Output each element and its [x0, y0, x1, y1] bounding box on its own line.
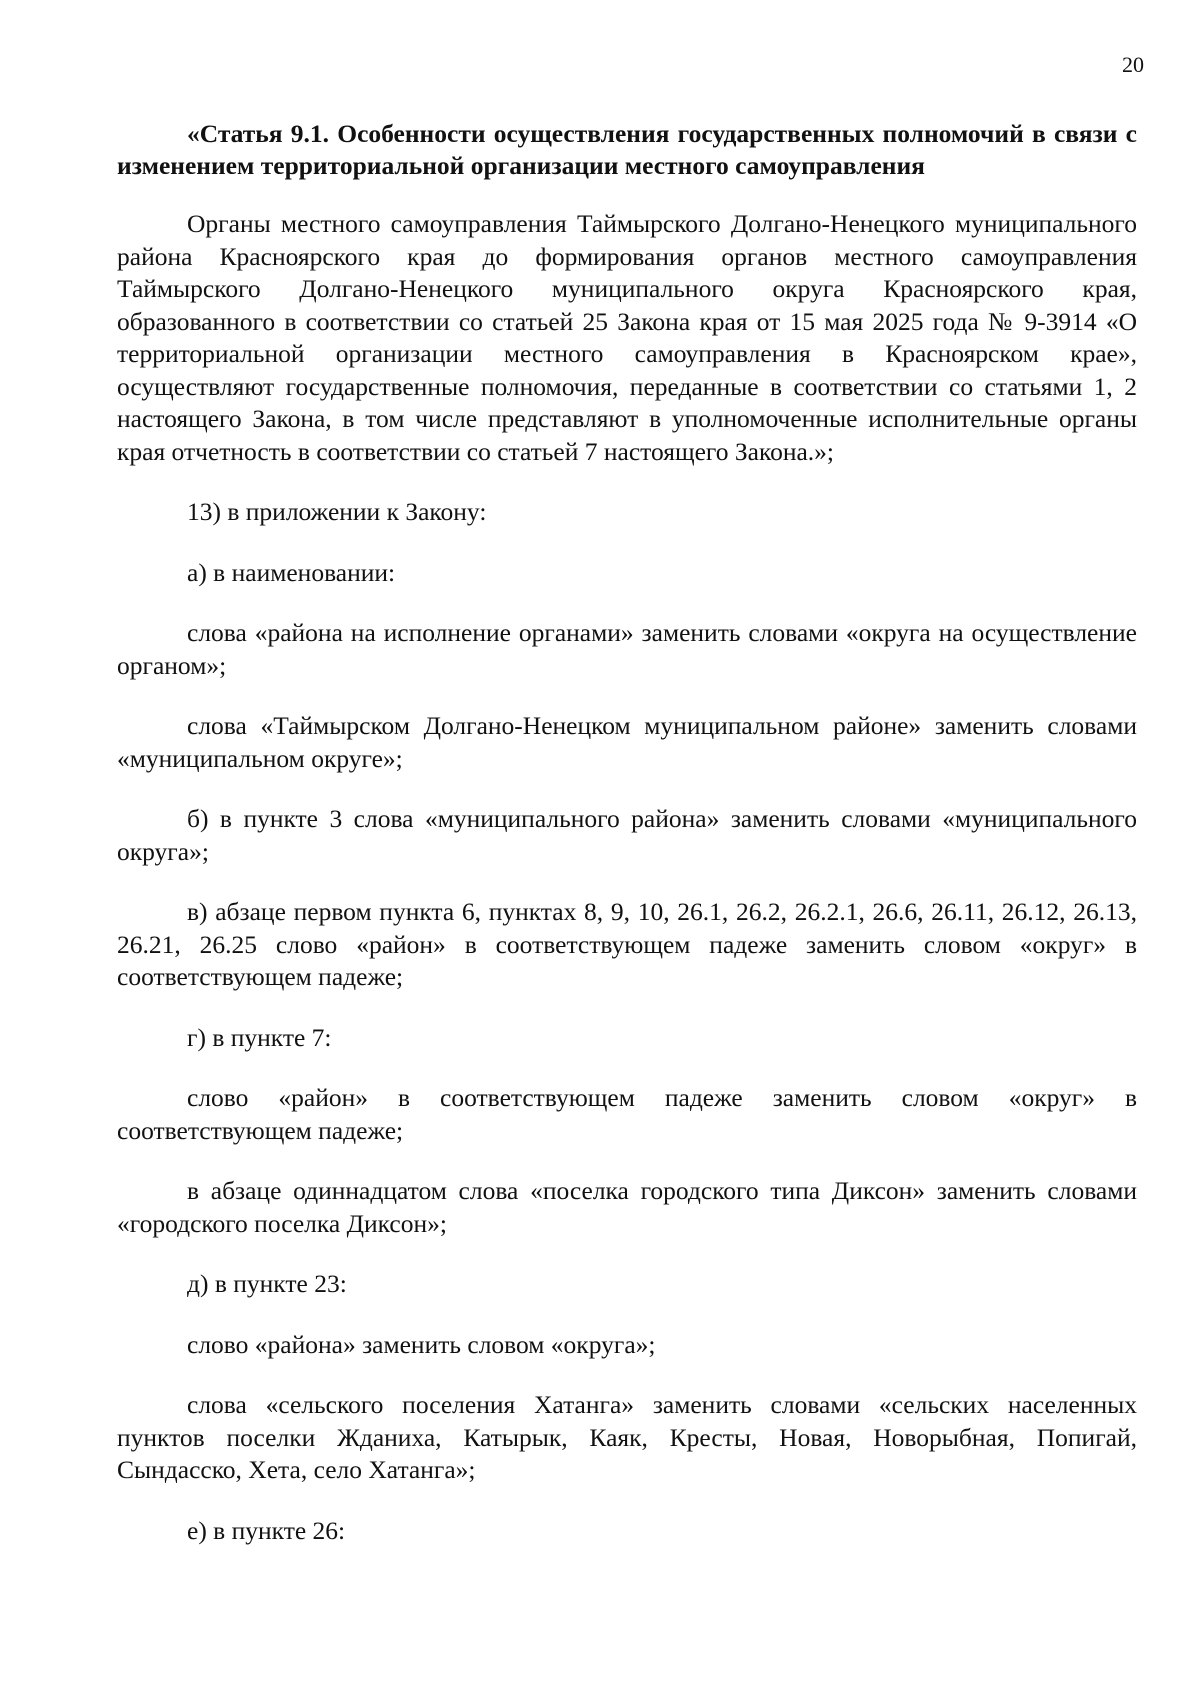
paragraph: в) абзаце первом пункта 6, пунктах 8, 9, 10, 26.1, 26.2, 26.2.1, 26.6, 26.11, 26.12, 26.13, 26.21, 26.25 слово «район» в соответствующем падеже заменить словом «округ» в соответствующем падеже;	[117, 897, 1137, 991]
paragraph: а) в наименовании:	[187, 557, 396, 587]
page-number: 20	[1122, 52, 1144, 77]
document-body	[117, 118, 1137, 1547]
paragraph: д) в пункте 23:	[187, 1269, 347, 1298]
paragraph: г) в пункте 7:	[187, 1022, 332, 1052]
paragraph: слова «Таймырском Долгано-Ненецком муниципальном районе» заменить словами «муниципальном округе»;	[117, 711, 1137, 773]
paragraph: б) в пункте 3 слова «муниципального района» заменить словами «муниципального округа»;	[117, 804, 1137, 866]
paragraph: слова «сельского поселения Хатанга» заменить словами «сельских населенных пунктов поселки Жданиха, Катырык, Каяк, Кресты, Новая, Новорыбная, Попигай, Сындасско, Хета, село Хатанга»;	[117, 1390, 1137, 1484]
article-title: «Статья 9.1. Особенности осуществления государственных полномочий в связи с изменением территориальной организации местного самоуправления	[117, 119, 1137, 180]
paragraph: е) в пункте 26:	[187, 1515, 346, 1545]
paragraph: Органы местного самоуправления Таймырского Долгано-Ненецкого муниципального района Красноярского края до формирования органов местного самоуправления Таймырского Долгано-Ненецкого муниципального округа Красноярского края, образованного в соответствии со статьей 25 Закона края от 15 мая 2025 года № 9-3914 «О территориальной организации местного самоуправления в Красноярском крае», осуществляют государственные полномочия, переданные в соответствии со статьями 1, 2 настоящего Закона, в том числе представляют в уполномоченные исполнительные органы края отчетность в соответствии со статьей 7 настоящего Закона.»;	[117, 209, 1137, 466]
paragraph: слово «района» заменить словом «округа»;	[187, 1329, 656, 1359]
paragraph: в абзаце одиннадцатом слова «поселка городского типа Диксон» заменить словами «городского поселка Диксон»;	[117, 1176, 1137, 1238]
paragraph: 13) в приложении к Закону:	[187, 497, 487, 526]
paragraph: слова «района на исполнение органами» заменить словами «округа на осуществление органом»;	[117, 618, 1137, 680]
paragraph: слово «район» в соответствующем падеже заменить словом «округ» в соответствующем падеже;	[117, 1083, 1137, 1145]
